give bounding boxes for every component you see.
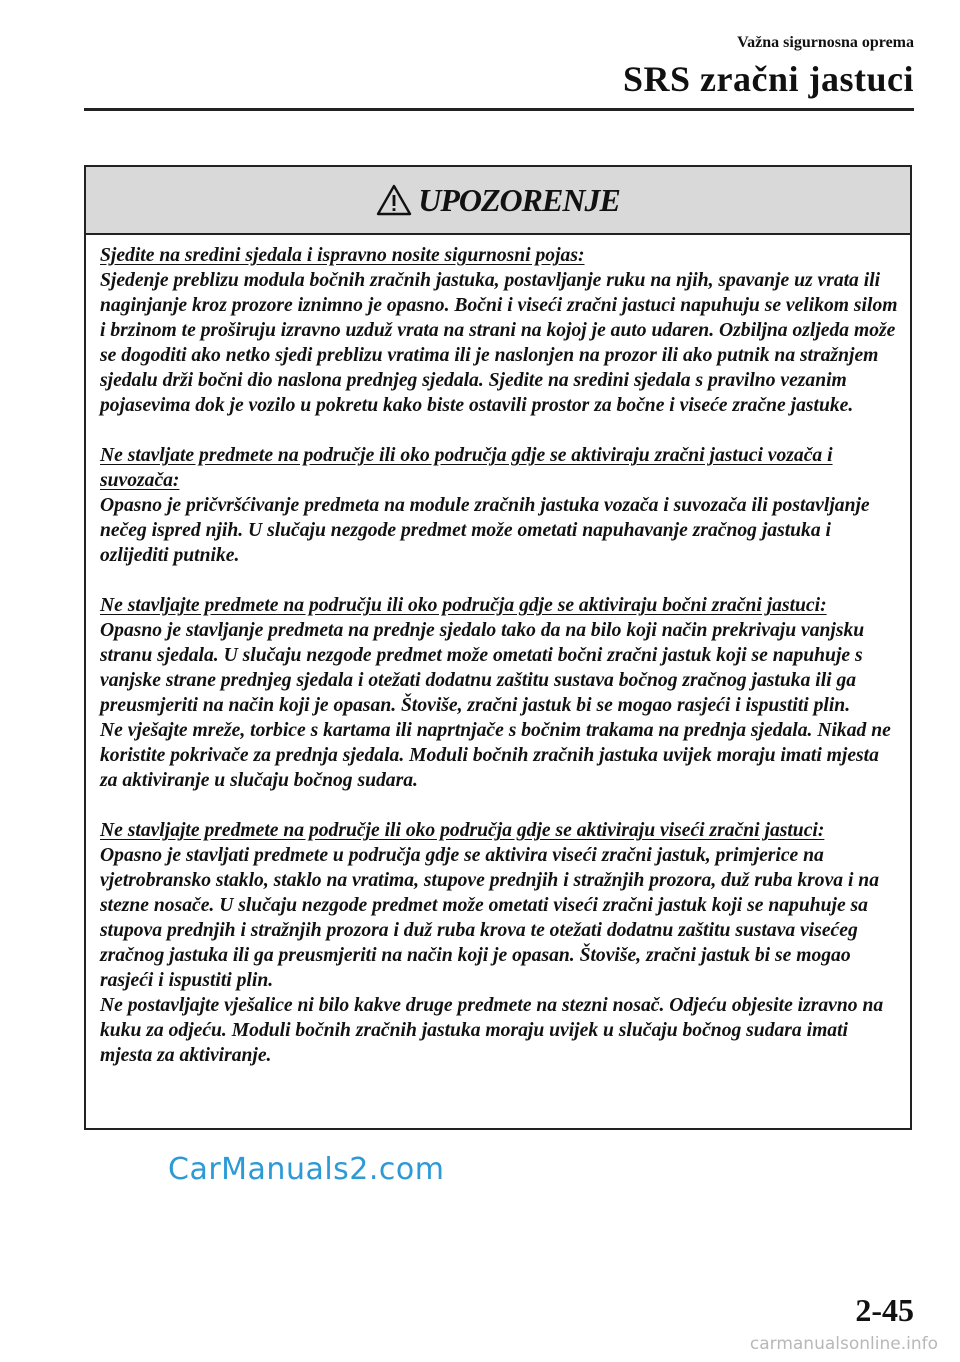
warning-header (86, 167, 910, 235)
section-subtitle: Važna sigurnosna oprema (737, 34, 914, 51)
warning-section-seating (100, 243, 900, 418)
watermark: CarManuals2.com (168, 1152, 445, 1187)
section-paragraph: Sjedenje preblizu modula bočnih zračnih jastuka, postavljanje ruku na njih, spavanje uz vrata ili naginjanje kroz prozore iznimno je opasno. Bočni i viseći zračni jastuci napuhuju se velikom silom i brzinom te proširuju izravno uzduž vrata na strani na kojoj je auto udaren. Ozbiljna ozljeda može se dogoditi ako netko sjedi preblizu vratima ili je naslonjen na prozor ili ako putnik na stražnjem sjedalu drži bočni dio naslona prednjeg sjedala. Sjedite na sredini sjedala s pravilno vezanim pojasevima dok je vozilo u pokretu kako biste ostavili prostor za bočne i viseće zračne jastuke. (100, 270, 898, 416)
warning-section-front-airbags (100, 443, 900, 568)
warning-title: UPOZORENJE (418, 181, 620, 218)
warning-box (84, 165, 912, 1130)
page-number: 2-45 (855, 1292, 914, 1328)
warning-body (86, 235, 910, 1068)
section-paragraph: Ne postavljajte vješalice ni bilo kakve druge predmete na stezni nosač. Odjeću objesite izravno na kuku za odjeću. Moduli bočnih zračnih jastuka moraju uvijek u slučaju bočnog sudara imati mjesta za aktiviranje. (100, 995, 884, 1066)
footer-watermark: carmanualsonline.info (749, 1334, 938, 1354)
section-heading: Ne stavljajte predmete na područje ili oko područja gdje se aktiviraju viseći zračni jastuci: (100, 820, 825, 841)
section-heading: Ne stavljate predmete na područje ili oko područja gdje se aktiviraju zračni jastuci vozača i suvozača: (100, 445, 833, 491)
section-paragraph: Ne vješajte mreže, torbice s kartama ili naprtnjače s bočnim trakama na prednja sjedala. Nikad ne koristite pokrivače za prednja sjedala. Moduli bočnih zračnih jastuka uvijek moraju imati mjesta za aktiviranje u slučaju bočnog sudara. (100, 720, 891, 791)
warning-section-curtain-airbags (100, 818, 900, 1068)
section-paragraph: Opasno je stavljanje predmeta na prednje sjedalo tako da na bilo koji način prekrivaju vanjsku stranu sjedala. U slučaju nezgode predmet može ometati bočni zračni jastuk koji se napuhuje s vanjske strane prednjeg sjedala i otežati dodatnu zaštitu sustava bočnog zračnog jastuka ili ga preusmjeriti na način koji je opasan. Štoviše, zračni jastuk bi se mogao rasjeći i ispustiti plin. (100, 620, 865, 716)
section-heading: Ne stavljajte predmete na području ili oko područja gdje se aktiviraju bočni zračni jastuci: (100, 595, 827, 616)
warning-triangle-icon (376, 184, 412, 216)
section-paragraph: Opasno je stavljati predmete u područja gdje se aktivira viseći zračni jastuk, primjerice na vjetrobransko staklo, staklo na vratima, stupove prednjih i stražnjih prozora, duž ruba krova i na stezne nosače. U slučaju nezgode predmet može ometati viseći zračni jastuk koji se napuhuje sa stupova prednjih i stražnjih prozora i duž ruba krova te otežati dodatnu zaštitu sustava visećeg zračnog jastuka ili ga preusmjeriti na način koji je opasan. Štoviše, zračni jastuk bi se mogao rasjeći i ispustiti plin. (100, 845, 879, 991)
warning-section-side-airbags (100, 593, 900, 793)
page-title: SRS zračni jastuci (623, 59, 914, 99)
header-divider (84, 108, 914, 111)
section-heading: Sjedite na sredini sjedala i ispravno nosite sigurnosni pojas: (100, 245, 585, 266)
section-paragraph: Opasno je pričvršćivanje predmeta na module zračnih jastuka vozača i suvozača ili postavljanje nečeg ispred njih. U slučaju nezgode predmet može ometati napuhavanje zračnog jastuka i ozlijediti putnike. (100, 495, 870, 566)
